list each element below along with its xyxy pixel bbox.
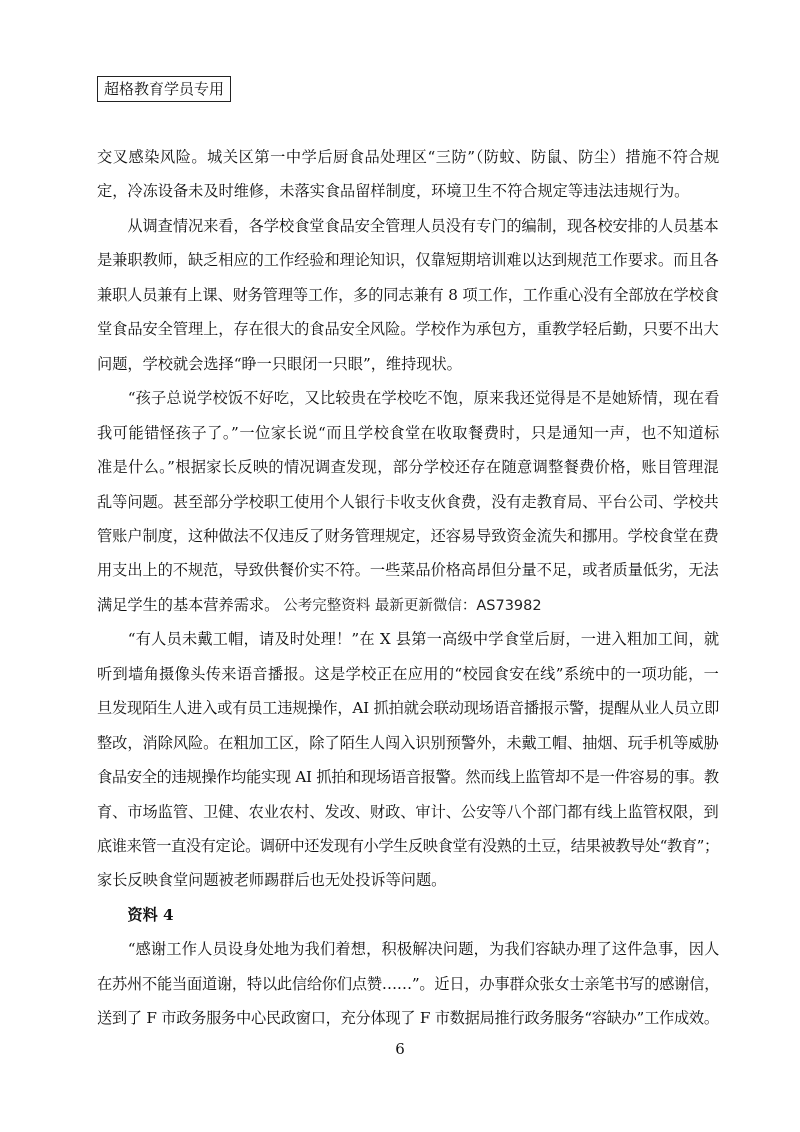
text-line-content: 兼职人员兼有上课、财务管理等工作，多的同志兼有 8 项工作，工作重心没有全部放在学校食 [97, 285, 719, 304]
text-line [97, 147, 720, 167]
text-line-content: 交叉感染风险。城关区第一中学后厨食品处理区“三防”（防蚊、防鼠、防尘）措施不符合规 [97, 148, 720, 166]
text-line-content: 底谁来管一直没有定论。调研中还发现有小学生反映食堂有没熟的土豆，结果被教导处“教育”； [97, 837, 719, 855]
text-line [97, 181, 689, 201]
text-line [97, 285, 719, 305]
text-line-content: 定，冷冻设备未及时维修，未落实食品留样制度，环境卫生不符合规定等违法违规行为。 [97, 182, 690, 201]
text-line [97, 870, 446, 890]
text-line [97, 250, 719, 270]
text-line-content: 听到墙角摄像头传来语音播报。这是学校正在应用的“校园食安在线”系统中的一项功能，一 [97, 664, 720, 683]
text-line [97, 388, 719, 408]
text-line-content: 准是什么。”根据家长反映的情况调查发现，部分学校还存在随意调整餐费价格，账目管理混 [97, 458, 720, 477]
text-line-content: 是兼职教师，缺乏相应的工作经验和理论知识，仅靠短期培训难以达到规范工作要求。而且各 [97, 251, 719, 270]
text-line-content: “感谢工作人员设身处地为我们着想，积极解决问题，为我们容缺办理了这件急事，因人 [97, 940, 720, 959]
header-label: 超格教育学员专用 [97, 76, 231, 102]
text-line [97, 354, 462, 374]
text-line [97, 457, 719, 477]
text-line-content: 我可能错怪孩子了。”一位家长说“而且学校食堂在收取餐费时，只是通知一声，也不知道标 [97, 423, 720, 442]
text-line-content: “孩子总说学校饭不好吃，又比较贵在学校吃不饱，原来我还觉得是不是她矫情，现在看 [97, 389, 720, 408]
text-line-content: 在苏州不能当面道谢，特以此信给你们点赞……”。近日，办事群众张女士亲笔书写的感谢信， [97, 974, 720, 993]
text-line-content: 堂食品安全管理上，存在很大的食品安全风险。学校作为承包方，重教学轻后勤，只要不出大 [97, 320, 719, 339]
text-line [97, 767, 719, 787]
text-line [97, 664, 719, 684]
text-line [97, 216, 719, 236]
page-number: 6 [395, 1040, 405, 1058]
text-line [97, 319, 719, 339]
section-heading [97, 905, 174, 925]
text-line-content: “有人员未戴工帽，请及时处理！”在 X 县第一高级中学食堂后厨，一进入粗加工间，就 [97, 630, 720, 649]
text-line [97, 802, 719, 822]
text-line-content: 食品安全的违规操作均能实现 AI 抓拍和现场语音报警。然而线上监管却不是一件容易的事。教 [97, 768, 719, 787]
text-line [97, 595, 542, 616]
text-line [97, 1008, 719, 1028]
text-line [97, 733, 719, 753]
text-line [97, 698, 719, 718]
text-line [97, 974, 719, 994]
text-line-content: 满足学生的基本营养需求。 [97, 595, 280, 614]
text-line [97, 560, 719, 580]
text-line [97, 492, 719, 512]
text-line-content: 用支出上的不规范，导致供餐价实不符。一些菜品价格高昂但分量不足，或者质量低劣，无法 [97, 561, 719, 580]
text-line-content: 问题，学校就会选择“睁一只眼闭一只眼”，维持现状。 [97, 354, 462, 373]
text-line-content: 资料 4 [97, 905, 174, 924]
text-line-content: 家长反映食堂问题被老师踢群后也无处投诉等问题。 [97, 871, 447, 890]
text-line-content: 从调查情况来看，各学校食堂食品安全管理人员没有专门的编制，现各校安排的人员基本 [97, 216, 719, 235]
text-line [97, 423, 720, 443]
text-line-content: 整改，消除风险。在粗加工区，除了陌生人闯入识别预警外，未戴工帽、抽烟、玩手机等威胁 [97, 733, 719, 752]
text-line [97, 526, 719, 546]
text-line [97, 836, 719, 856]
text-line-content: 育、市场监管、卫健、农业农村、发改、财政、审计、公安等八个部门都有线上监管权限，到 [97, 802, 719, 821]
text-line-content: 管账户制度，这种做法不仅违反了财务管理规定，还容易导致资金流失和挪用。学校食堂在费 [97, 526, 719, 545]
text-line [97, 939, 719, 959]
text-line-content: 旦发现陌生人进入或有员工违规操作，AI 抓拍就会联动现场语音播报示警，提醒从业人员立即 [97, 699, 720, 718]
text-line [97, 629, 719, 649]
text-line-content: 送到了 F 市政务服务中心民政窗口，充分体现了 F 市数据局推行政务服务“容缺办”工作成效。 [97, 1009, 719, 1028]
watermark-text: 公考完整资料 最新更新微信：AS73982 [283, 597, 542, 614]
text-line-content: 乱等问题。甚至部分学校职工使用个人银行卡收支伙食费，没有走教育局、平台公司、学校共 [97, 492, 719, 511]
